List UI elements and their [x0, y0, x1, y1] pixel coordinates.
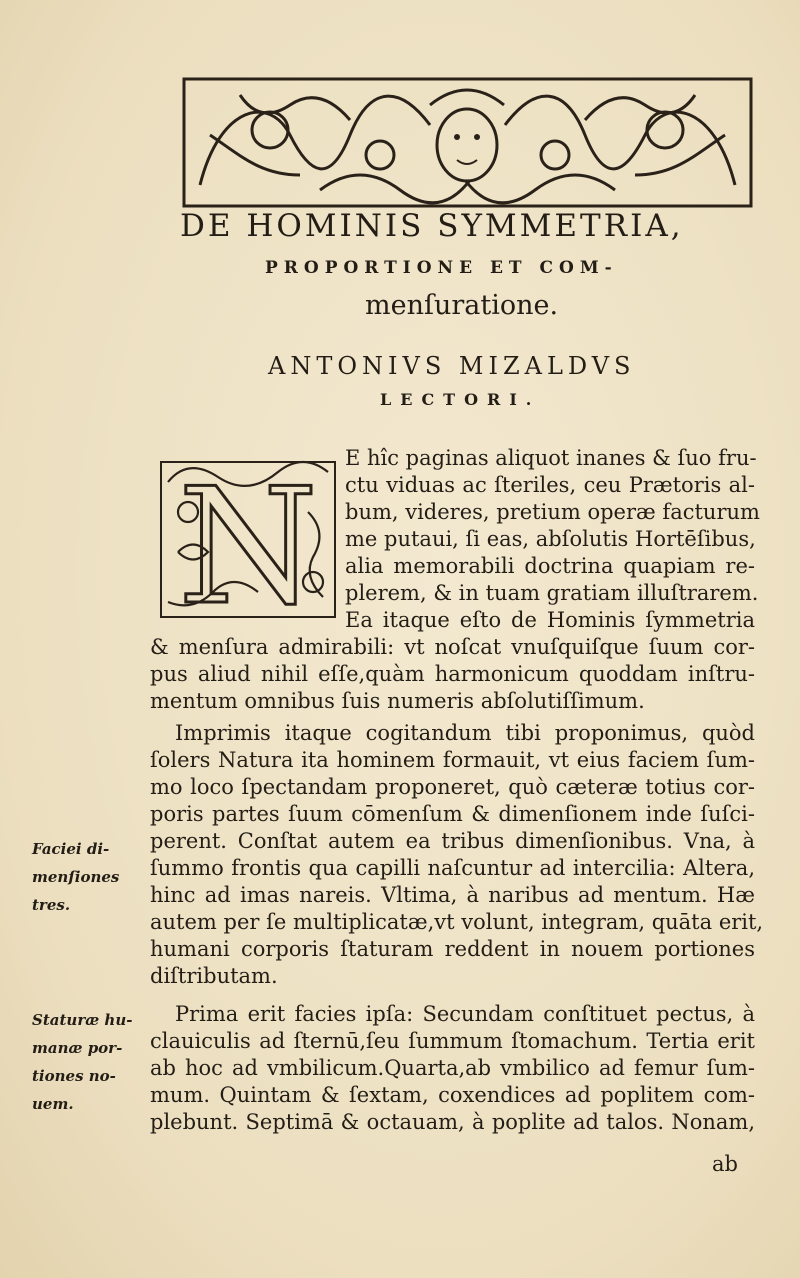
page-title: DE HOMINIS SYMMETRIA, — [180, 208, 684, 244]
catchword: ab — [712, 1152, 738, 1176]
margin-note-line: uem. — [32, 1095, 74, 1113]
text-line: pus aliud nihil eſſe,quàm harmonicum quoddam inſtru- — [150, 662, 755, 686]
text-line: perent. Conſtat autem ea tribus dimenſionibus. Vna, à — [150, 829, 755, 853]
paragraph-1 — [150, 445, 760, 715]
text-line: bum, videres, pretium operæ facturum — [345, 500, 760, 524]
paragraph-2 — [150, 720, 764, 990]
text-line: ab hoc ad vmbilicum.Quarta,ab vmbilico ad femur ſum- — [150, 1056, 755, 1080]
margin-note-line: tres. — [32, 896, 71, 914]
text-line: humani corporis ſtaturam reddent in nouem portiones — [150, 937, 755, 961]
subtitle-line-2: menſuratione. — [365, 290, 559, 321]
text-line: Prima erit facies ipſa: Secundam conſtituet pectus, à — [175, 1002, 755, 1026]
text-line: hinc ad imas nareis. Vltima, à naribus ad mentum. Hæ — [150, 883, 755, 907]
margin-note-stature-portions — [32, 1006, 147, 1118]
margin-note-line: Faciei di- — [32, 840, 110, 858]
ornamental-headpiece-icon — [180, 75, 755, 210]
author-name: ANTONIVS MIZALDVS — [268, 352, 636, 380]
text-line: E hîc paginas aliquot inanes & ſuo fru- — [345, 446, 757, 470]
text-line: alia memorabili doctrina quapiam re- — [345, 554, 755, 578]
margin-note-line: Staturæ hu- — [32, 1011, 133, 1029]
text-line: ſummo frontis qua capilli naſcuntur ad intercilia: Altera, — [150, 856, 755, 880]
paragraph-3 — [150, 1001, 755, 1136]
margin-note-line: menſiones — [32, 868, 120, 886]
text-line: ſolers Natura ita hominem formauit, vt eius faciem ſum- — [150, 748, 755, 772]
text-line: diſtributam. — [150, 964, 278, 988]
margin-note-line: manæ por- — [32, 1039, 123, 1057]
text-line: poris partes ſuum cōmenſum & dimenſionem inde ſuſci- — [150, 802, 755, 826]
text-line: plebunt. Septimā & octauam, à poplite ad talos. Nonam, — [150, 1110, 755, 1134]
text-line: mum. Quintam & ſextam, coxendices ad poplitem com- — [150, 1083, 755, 1107]
subtitle-line-1: PROPORTIONE ET COM- — [265, 258, 618, 278]
addressee: LECTORI. — [380, 390, 541, 409]
text-line: me putaui, ſi eas, abſolutis Hortēſibus, — [345, 527, 756, 551]
text-line: & menſura admirabili: vt noſcat vnuſquiſque ſuum cor- — [150, 635, 755, 659]
text-line: Imprimis itaque cogitandum tibi proponimus, quòd — [175, 721, 755, 745]
text-line: plerem, & in tuam gratiam illuſtrarem. — [345, 581, 759, 605]
text-line: mentum omnibus ſuis numeris abſolutiſſimum. — [150, 689, 645, 713]
text-line: clauiculis ad ſternū,ſeu ſummum ſtomachum. Tertia erit — [150, 1029, 755, 1053]
text-line: ctu viduas ac ſteriles, ceu Prætoris al- — [345, 473, 755, 497]
margin-note-face-dimensions — [32, 835, 147, 919]
initial-letter: N — [178, 453, 318, 622]
text-line: mo loco ſpectandam proponeret, quò cæteræ totius cor- — [150, 775, 755, 799]
text-line: autem per ſe multiplicatæ,vt volunt, integram, quāta erit, — [150, 910, 764, 934]
text-line: Ea itaque eſto de Hominis ſymmetria — [345, 608, 755, 632]
margin-note-line: tiones no- — [32, 1067, 116, 1085]
